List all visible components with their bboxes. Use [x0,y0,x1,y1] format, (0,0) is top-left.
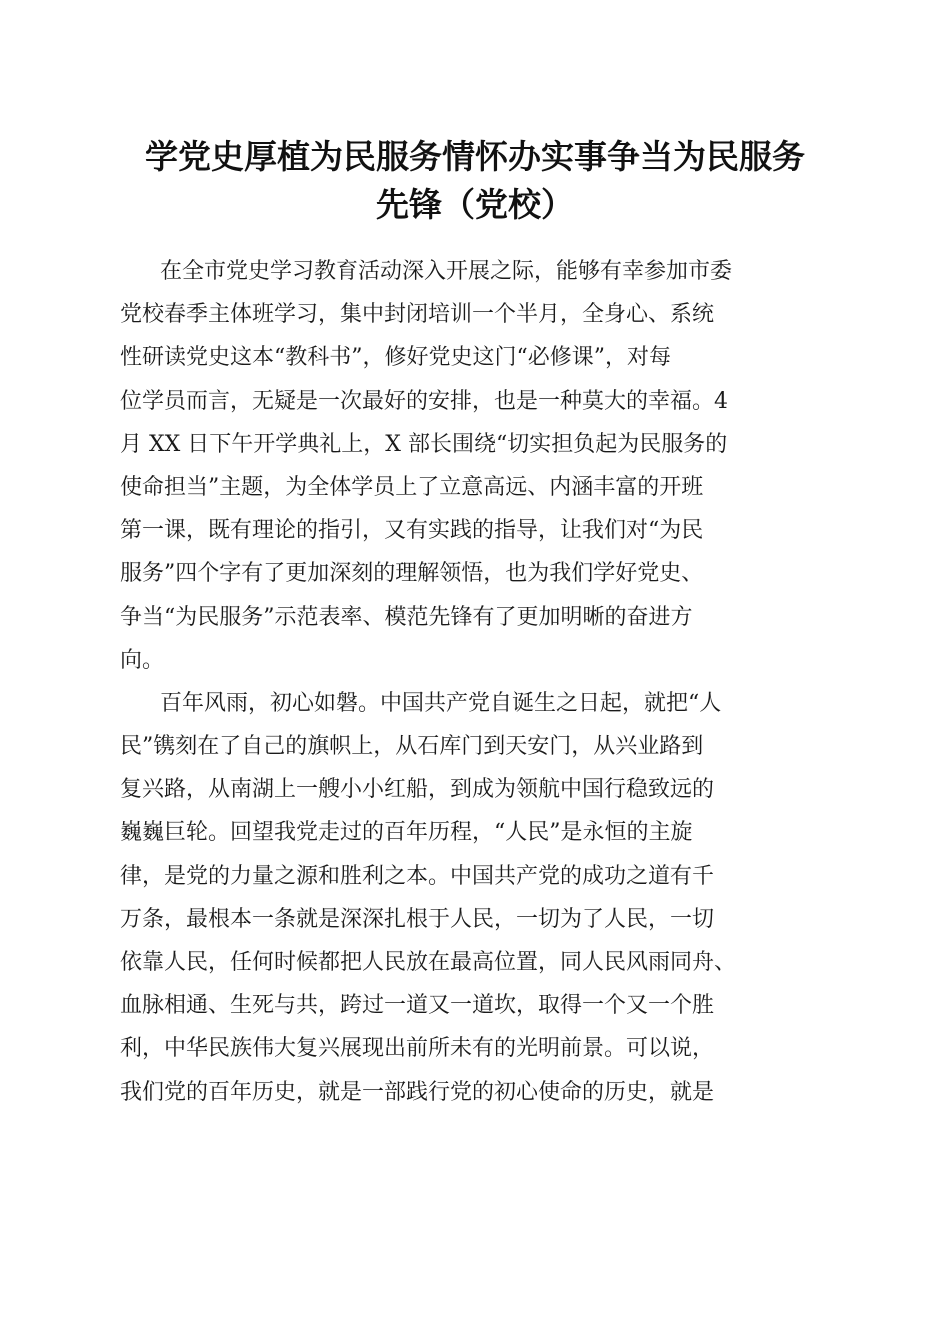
text-line: 百年风雨，初心如磐。中国共产党自诞生之日起，就把“人 [160,690,722,716]
text-line: 复兴路，从南湖上一艘小小红船，到成为领航中国行稳致远的 [120,777,715,803]
text-line: 位学员而言，无疑是一次最好的安排，也是一种莫大的幸福。4 [120,388,728,414]
text-line: 性研读党史这本“教科书”，修好党史这门“必修课”，对每 [120,345,671,371]
text-line: 服务”四个字有了更加深刻的理解领悟，也为我们学好党史、 [120,561,704,587]
text-line: 民”镌刻在了自己的旗帜上，从石库门到天安门，从兴业路到 [120,734,704,760]
text-line: 第一课，既有理论的指引，又有实践的指导，让我们对“为民 [120,518,704,544]
text-line: 向。 [120,647,165,673]
document-body [120,250,832,1114]
paragraph-1 [120,250,832,682]
text-line: 在全市党史学习教育活动深入开展之际，能够有幸参加市委 [160,259,733,284]
text-line: 月 XX 日下午开学典礼上，X 部长围绕“切实担负起为民服务的 [120,431,728,457]
text-line: 争当“为民服务”示范表率、模范先锋有了更加明晰的奋进方 [120,604,693,630]
title-line: 学党史厚植为民服务情怀办实事争当为民服务 [145,137,805,176]
text-line: 利，中华民族伟大复兴展现出前所未有的光明前景。可以说， [120,1036,715,1062]
text-line: 血脉相通、生死与共，跨过一道又一道坎，取得一个又一个胜 [120,993,715,1019]
text-line: 依靠人民，任何时候都把人民放在最高位置，同人民风雨同舟、 [120,950,737,975]
text-line: 律，是党的力量之源和胜利之本。中国共产党的成功之道有千 [120,863,715,889]
text-line: 党校春季主体班学习，集中封闭培训一个半月，全身心、系统 [120,302,715,328]
text-line: 使命担当”主题，为全体学员上了立意高远、内涵丰富的开班 [120,474,704,500]
title-line: 先锋（党校） [376,185,574,224]
text-line: 巍巍巨轮。回望我党走过的百年历程，“人民”是永恒的主旋 [120,820,693,846]
text-line: 我们党的百年历史，就是一部践行党的初心使命的历史，就是 [120,1079,715,1105]
paragraph-2 [120,682,832,1114]
document-title [100,133,850,229]
text-line: 万条，最根本一条就是深深扎根于人民，一切为了人民，一切 [120,906,715,932]
